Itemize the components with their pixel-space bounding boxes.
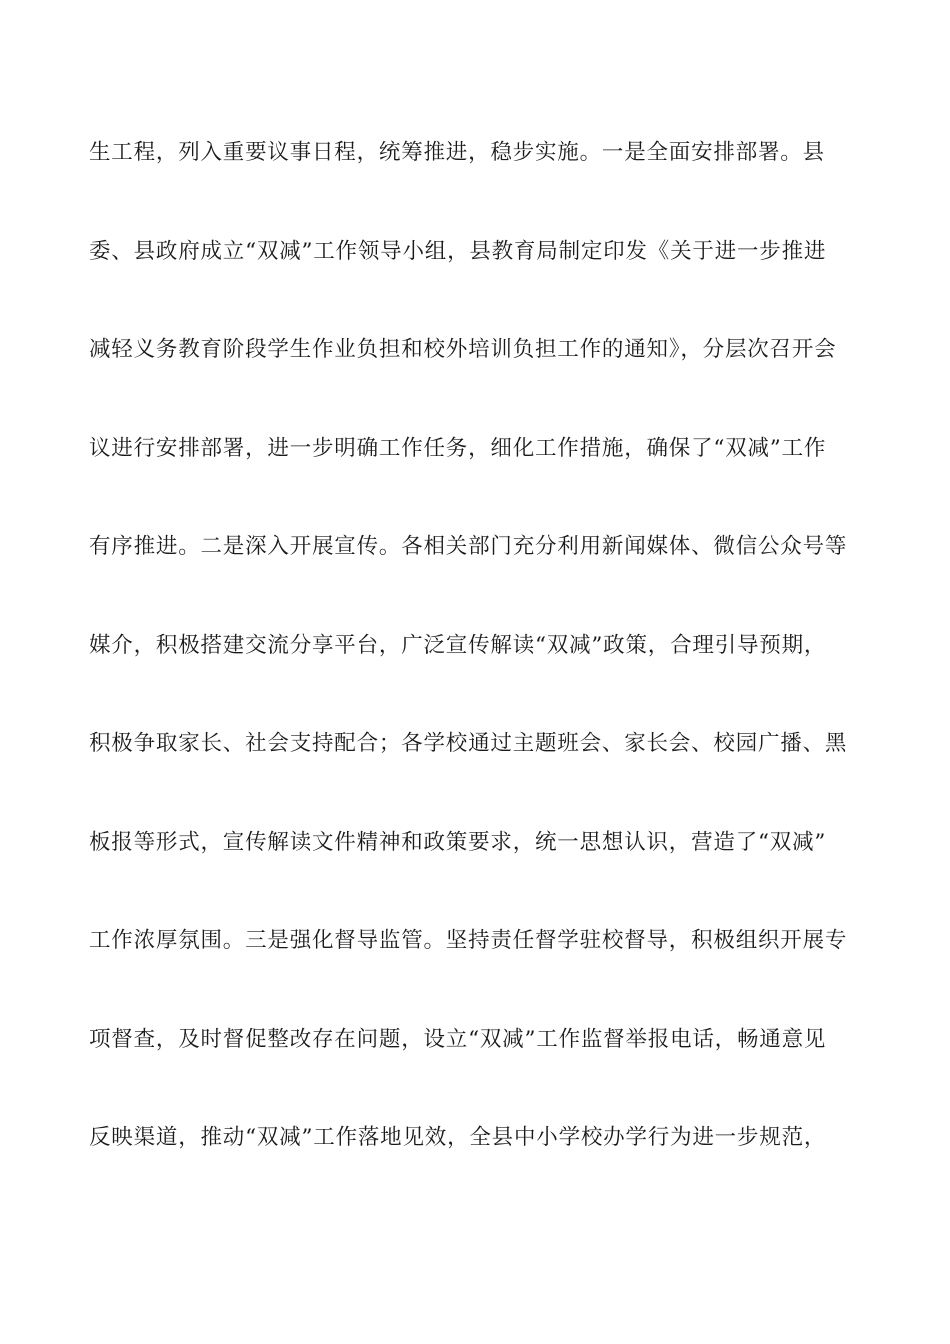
text-line-3: 减轻义务教育阶段学生作业负担和校外培训负担工作的通知》，分层次召开会 bbox=[89, 337, 837, 362]
text-line-5: 有序推进。二是深入开展宣传。各相关部门充分利用新闻媒体、微信公众号等 bbox=[89, 534, 848, 559]
text-line-10: 项督查，及时督促整改存在问题，设立“双减”工作监督举报电话，畅通意见 bbox=[89, 1026, 827, 1052]
text-line-2: 委、县政府成立“双减”工作领导小组，县教育局制定印发《关于进一步推进 bbox=[89, 238, 827, 264]
text-line-11: 反映渠道，推动“双减”工作落地见效，全县中小学校办学行为进一步规范， bbox=[89, 1125, 827, 1150]
text-line-7: 积极争取家长、社会支持配合；各学校通过主题班会、家长会、校园广播、黑 bbox=[89, 731, 848, 756]
text-line-4: 议进行安排部署，进一步明确工作任务，细化工作措施，确保了“双减”工作 bbox=[89, 435, 827, 461]
text-line-9: 工作浓厚氛围。三是强化督导监管。坚持责任督学驻校督导，积极组织开展专 bbox=[89, 928, 848, 953]
text-line-1: 生工程，列入重要议事日程，统筹推进，稳步实施。一是全面安排部署。县 bbox=[89, 140, 825, 165]
body-text bbox=[89, 130, 849, 1214]
text-line-8: 板报等形式，宣传解读文件精神和政策要求，统一思想认识，营造了“双减” bbox=[89, 829, 827, 855]
text-line-6: 媒介，积极搭建交流分享平台，广泛宣传解读“双减”政策，合理引导预期， bbox=[89, 632, 827, 658]
